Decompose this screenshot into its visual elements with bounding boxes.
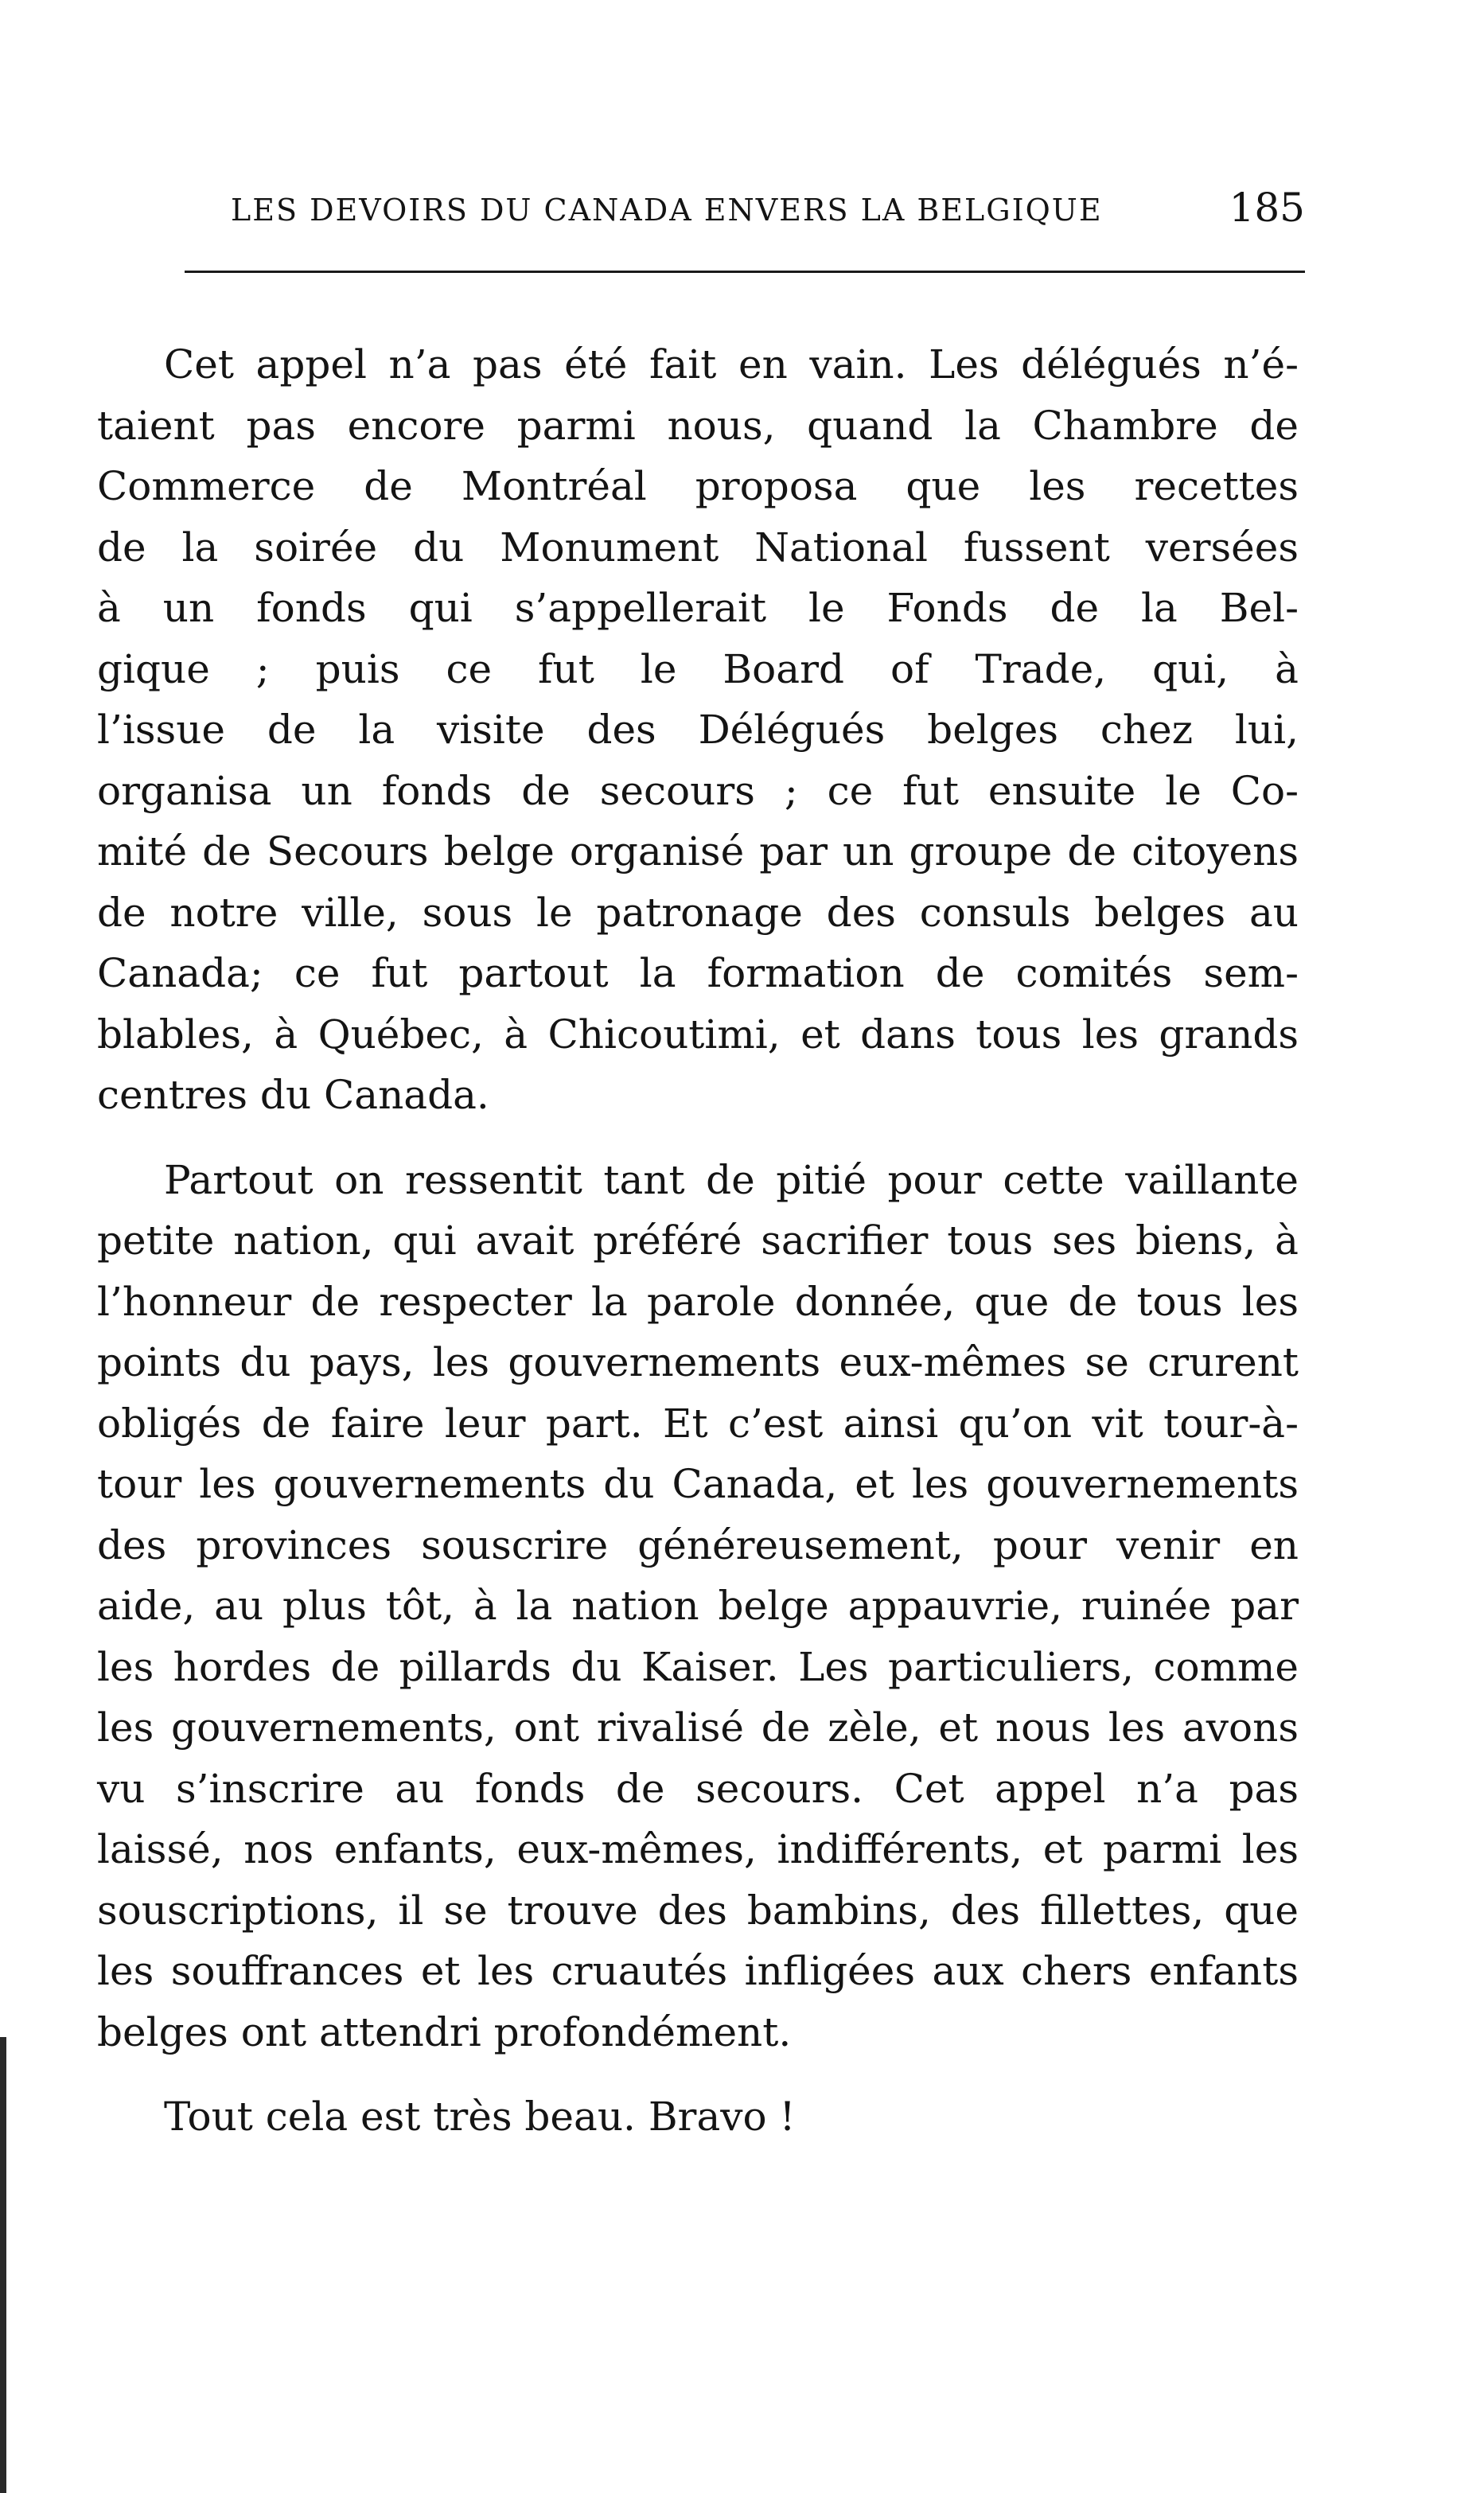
text-line: obligés de faire leur part. Et c’est ainsi qu’on vit tour-à- [97,1400,1299,1447]
text-line: Canada; ce fut partout la formation de comités sem- [97,950,1299,996]
text-line: blables, à Québec, à Chicoutimi, et dans tous les grands [97,1011,1299,1058]
body-text [97,334,1299,2148]
text-line: les souffrances et les cruautés infligées aux chers enfants [97,1948,1299,1994]
text-line: aide, au plus tôt, à la nation belge appauvrie, ruinée par [97,1583,1299,1629]
text-line: petite nation, qui avait préféré sacrifier tous ses biens, à [97,1217,1299,1264]
page-number: 185 [1229,185,1305,231]
text-line: vu s’inscrire au fonds de secours. Cet appel n’a pas [97,1765,1299,1812]
text-line: laissé, nos enfants, eux-mêmes, indifférents, et parmi les [97,1826,1299,1872]
text-line: les gouvernements, ont rivalisé de zèle, et nous les avons [97,1704,1299,1751]
text-line: mité de Secours belge organisé par un groupe de citoyens [97,828,1299,874]
text-line: organisa un fonds de secours ; ce fut ensuite le Co- [97,767,1299,814]
text-line: à un fonds qui s’appellerait le Fonds de la Bel- [97,585,1299,631]
text-line: Tout cela est très beau. Bravo ! [164,2094,796,2140]
text-line: points du pays, les gouvernements eux-mêmes se crurent [97,1339,1299,1385]
text-line: l’issue de la visite des Délégués belges chez lui, [97,707,1299,753]
header-rule [185,271,1305,273]
text-line: tour les gouvernements du Canada, et les gouvernements [97,1461,1299,1507]
text-line: taient pas encore parmi nous, quand la Chambre de [97,402,1299,449]
running-head [183,183,1305,231]
text-line: Partout on ressentit tant de pitié pour cette vaillante [164,1156,1299,1203]
text-line: gique ; puis ce fut le Board of Trade, qui, à [97,645,1299,692]
text-line: centres du Canada. [97,1072,489,1118]
running-title: LES DEVOIRS DU CANADA ENVERS LA BELGIQUE [231,193,1103,228]
text-line: souscriptions, il se trouve des bambins, des fillettes, que [97,1887,1299,1934]
text-line: de notre ville, sous le patronage des consuls belges au [97,889,1299,936]
text-line: Cet appel n’a pas été fait en vain. Les délégués n’é- [164,341,1299,388]
text-line: les hordes de pillards du Kaiser. Les particuliers, comme [97,1643,1299,1690]
text-line: l’honneur de respecter la parole donnée, que de tous les [97,1278,1299,1325]
scan-edge-shadow [0,2037,6,2493]
text-line: de la soirée du Monument National fussent versées [97,524,1299,571]
text-line: belges ont attendri profondément. [97,2008,792,2055]
text-line: Commerce de Montréal proposa que les recettes [97,463,1299,509]
paragraph-gap [97,1126,1299,1150]
paragraph-gap [97,2063,1299,2086]
text-line: des provinces souscrire généreusement, pour venir en [97,1521,1299,1568]
